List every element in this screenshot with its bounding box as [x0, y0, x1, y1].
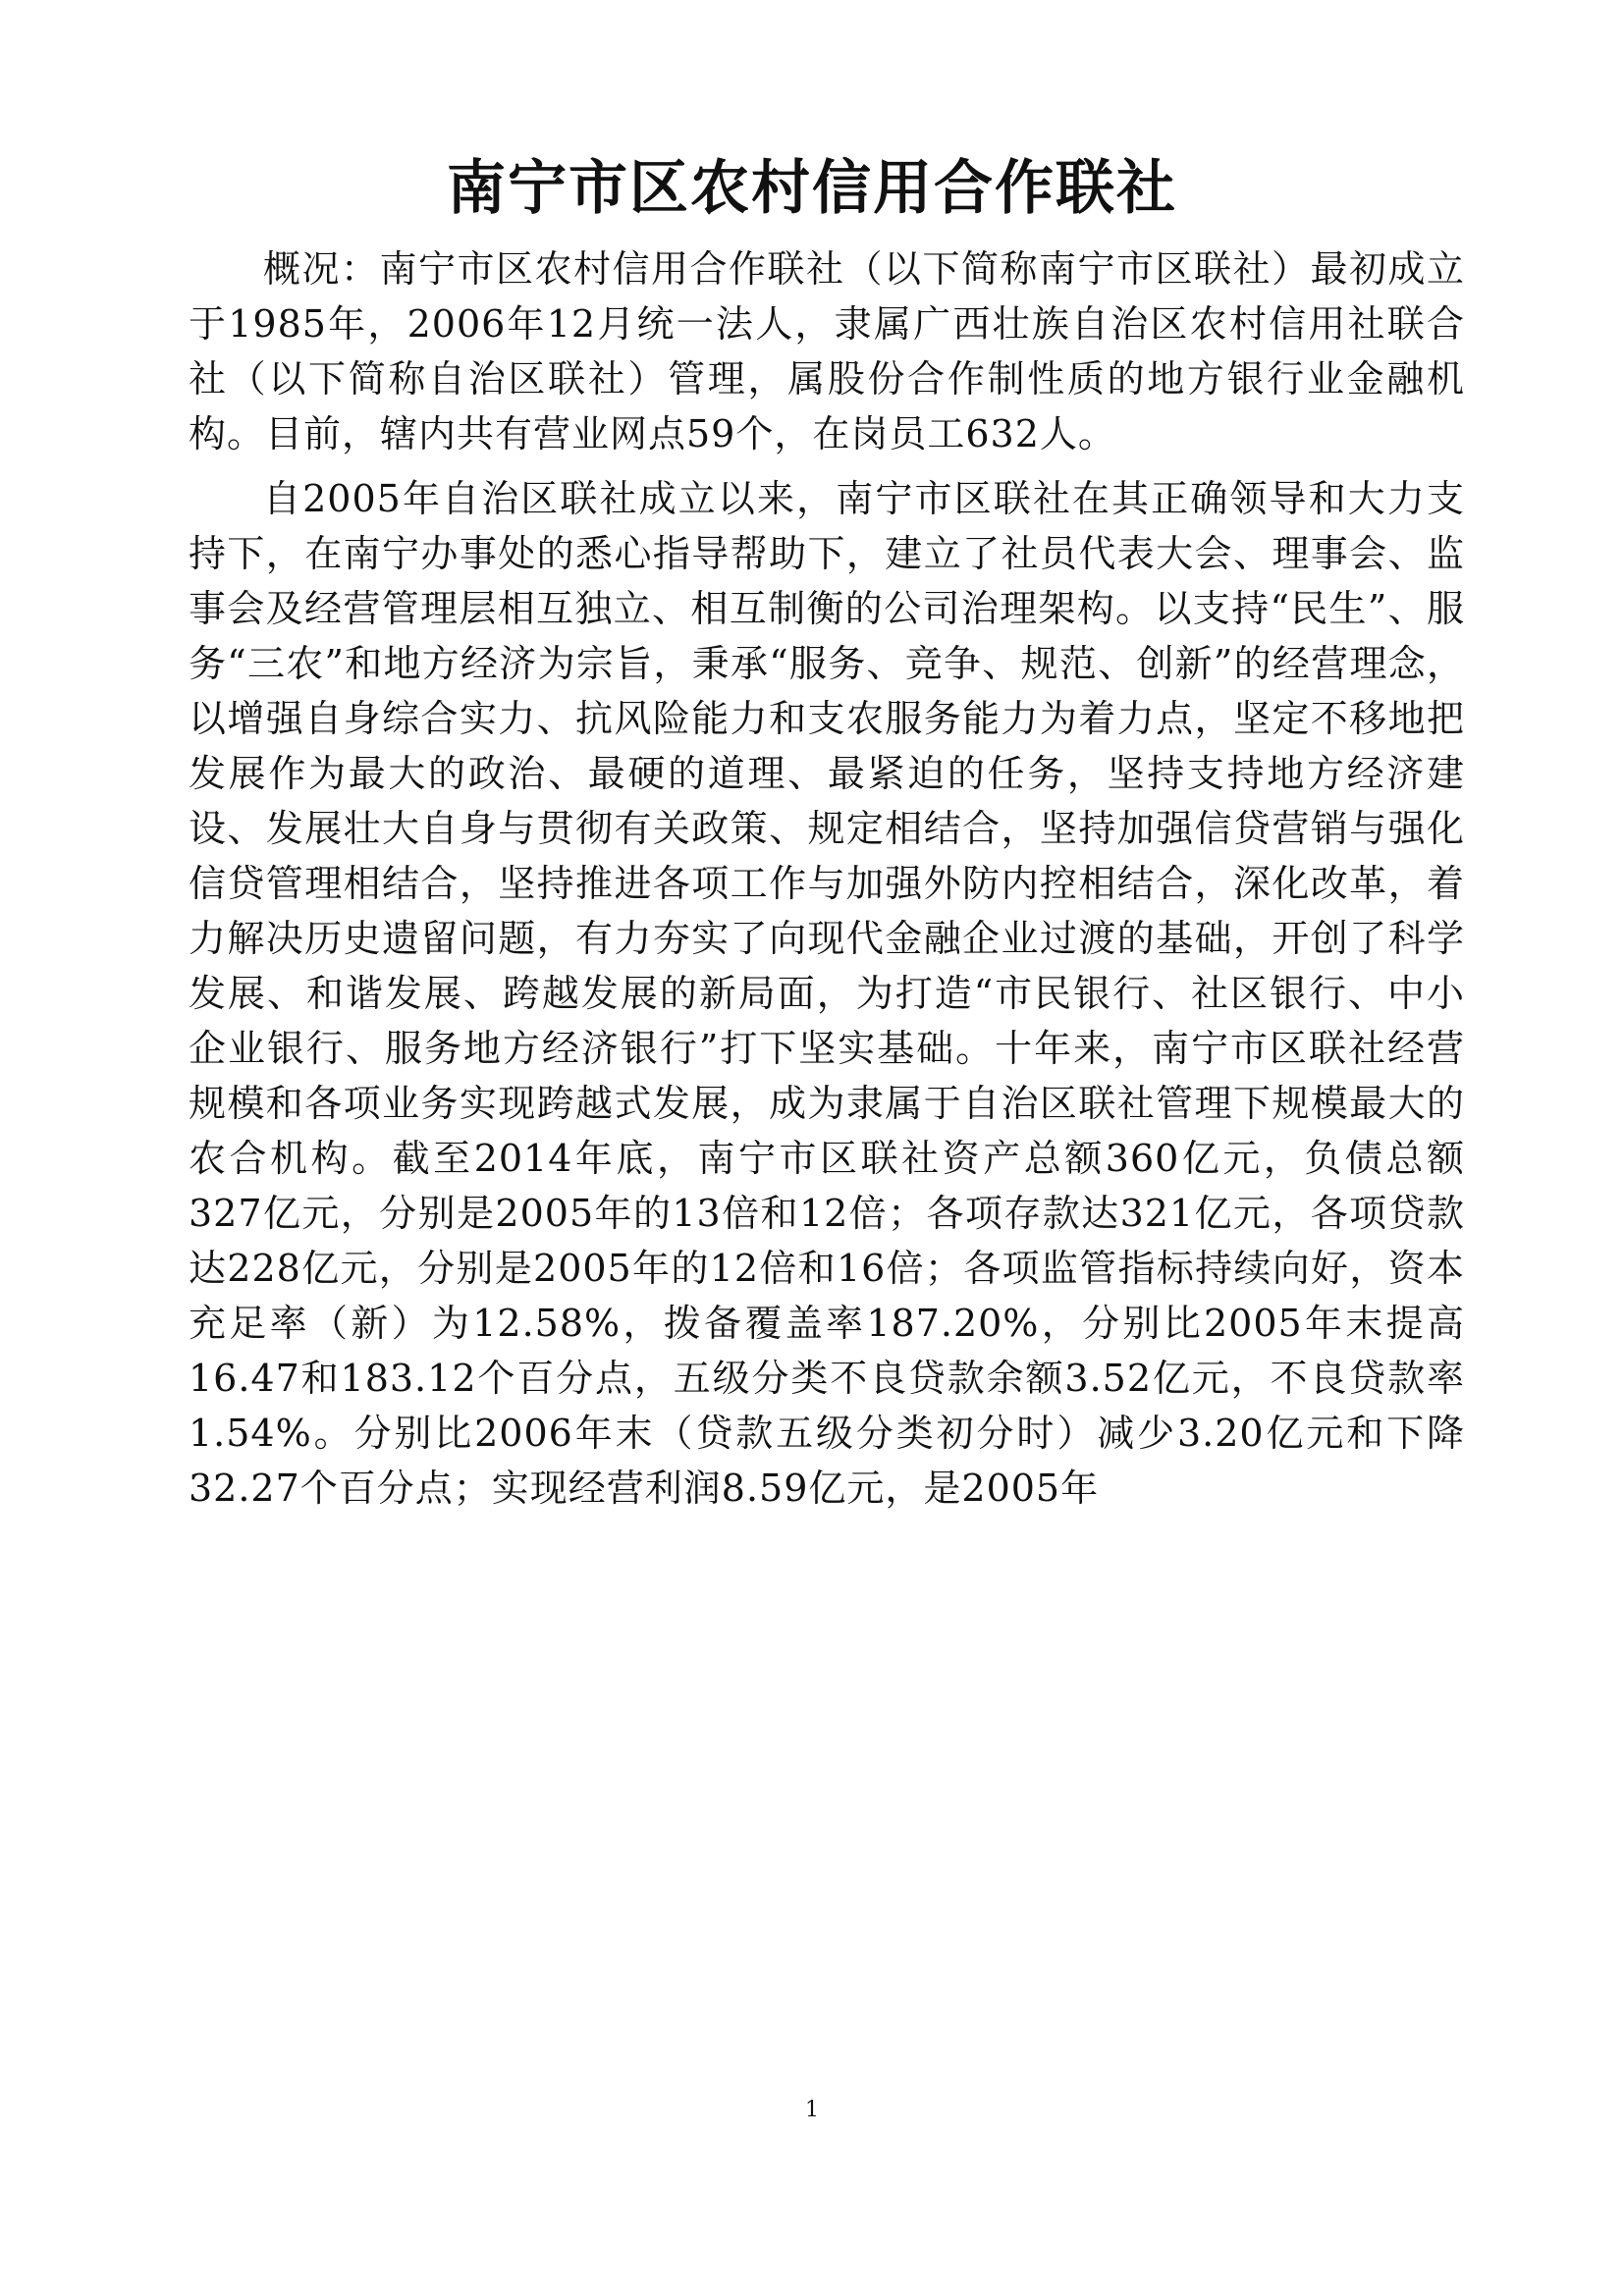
document-body: [189, 241, 1465, 1522]
document-title: 南宁市区农村信用合作联社: [447, 154, 1177, 223]
paragraph-overview: 概况：南宁市区农村信用合作联社（以下简称南宁市区联社）最初成立于1985年，2006年12月统一法人，隶属广西壮族自治区农村信用社联合社（以下简称自治区联社）管理，属股份合作制性质的地方银行业金融机构。目前，辖内共有营业网点59个，在岗员工632人。: [189, 247, 1465, 455]
page-number: 1: [805, 2098, 819, 2122]
paragraph-development: 自2005年自治区联社成立以来，南宁市区联社在其正确领导和大力支持下，在南宁办事处的悉心指导帮助下，建立了社员代表大会、理事会、监事会及经营管理层相互独立、相互制衡的公司治理架构。以支持“民生”、服务“三农”和地方经济为宗旨，秉承“服务、竞争、规范、创新”的经营理念，以增强自身综合实力、抗风险能力和支农服务能力为着力点，坚定不移地把发展作为最大的政治、最硬的道理、最紧迫的任务，坚持支持地方经济建设、发展壮大自身与贯彻有关政策、规定相结合，坚持加强信贷营销与强化信贷管理相结合，坚持推进各项工作与加强外防内控相结合，深化改革，着力解决历史遗留问题，有力夯实了向现代金融企业过渡的基础，开创了科学发展、和谐发展、跨越发展的新局面，为打造“市民银行、社区银行、中小企业银行、服务地方经济银行”打下坚实基础。十年来，南宁市区联社经营规模和各项业务实现跨越式发展，成为隶属于自治区联社管理下规模最大的农合机构。截至2014年底，南宁市区联社资产总额360亿元，负债总额327亿元，分别是2005年的13倍和12倍；各项存款达321亿元，各项贷款达228亿元，分别是2005年的12倍和16倍；各项监管指标持续向好，资本充足率（新）为12.58%，拨备覆盖率187.20%，分别比2005年末提高16.47和183.12个百分点，五级分类不良贷款余额3.52亿元，不良贷款率1.54%。分别比2006年末（贷款五级分类初分时）减少3.20亿元和下降32.27个百分点；实现经营利润8.59亿元，是2005年: [189, 477, 1465, 1510]
